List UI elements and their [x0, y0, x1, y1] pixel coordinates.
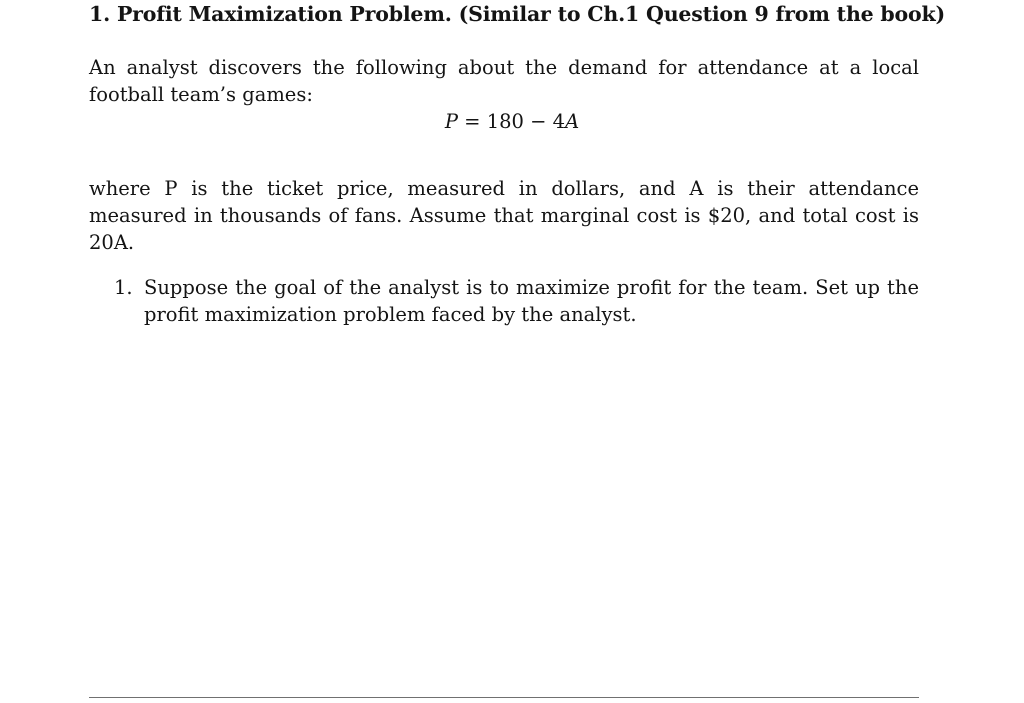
bottom-rule	[89, 697, 919, 698]
demand-equation	[0, 108, 1024, 135]
explanation-paragraph: where P is the ticket price, measured in dollars, and A is their attendance measured in thousands of fans. Assume that marginal cost is $20, and total cost is 20A.	[89, 177, 919, 254]
equation-price-variable: P	[444, 110, 458, 133]
question-number: 1.	[114, 276, 133, 299]
question-text: Suppose the goal of the analyst is to maximize profit for the team. Set up the profit maximization problem faced by the analyst.	[144, 276, 919, 326]
equation-body: = 180 − 4	[457, 110, 566, 133]
intro-paragraph: An analyst discovers the following about the demand for attendance at a local football team’s games:	[89, 56, 919, 106]
question-list	[114, 274, 919, 328]
equation-attendance-variable: A	[565, 110, 580, 133]
question-item	[114, 274, 919, 328]
problem-heading: 1. Profit Maximization Problem. (Similar to Ch.1 Question 9 from the book)	[89, 2, 946, 26]
